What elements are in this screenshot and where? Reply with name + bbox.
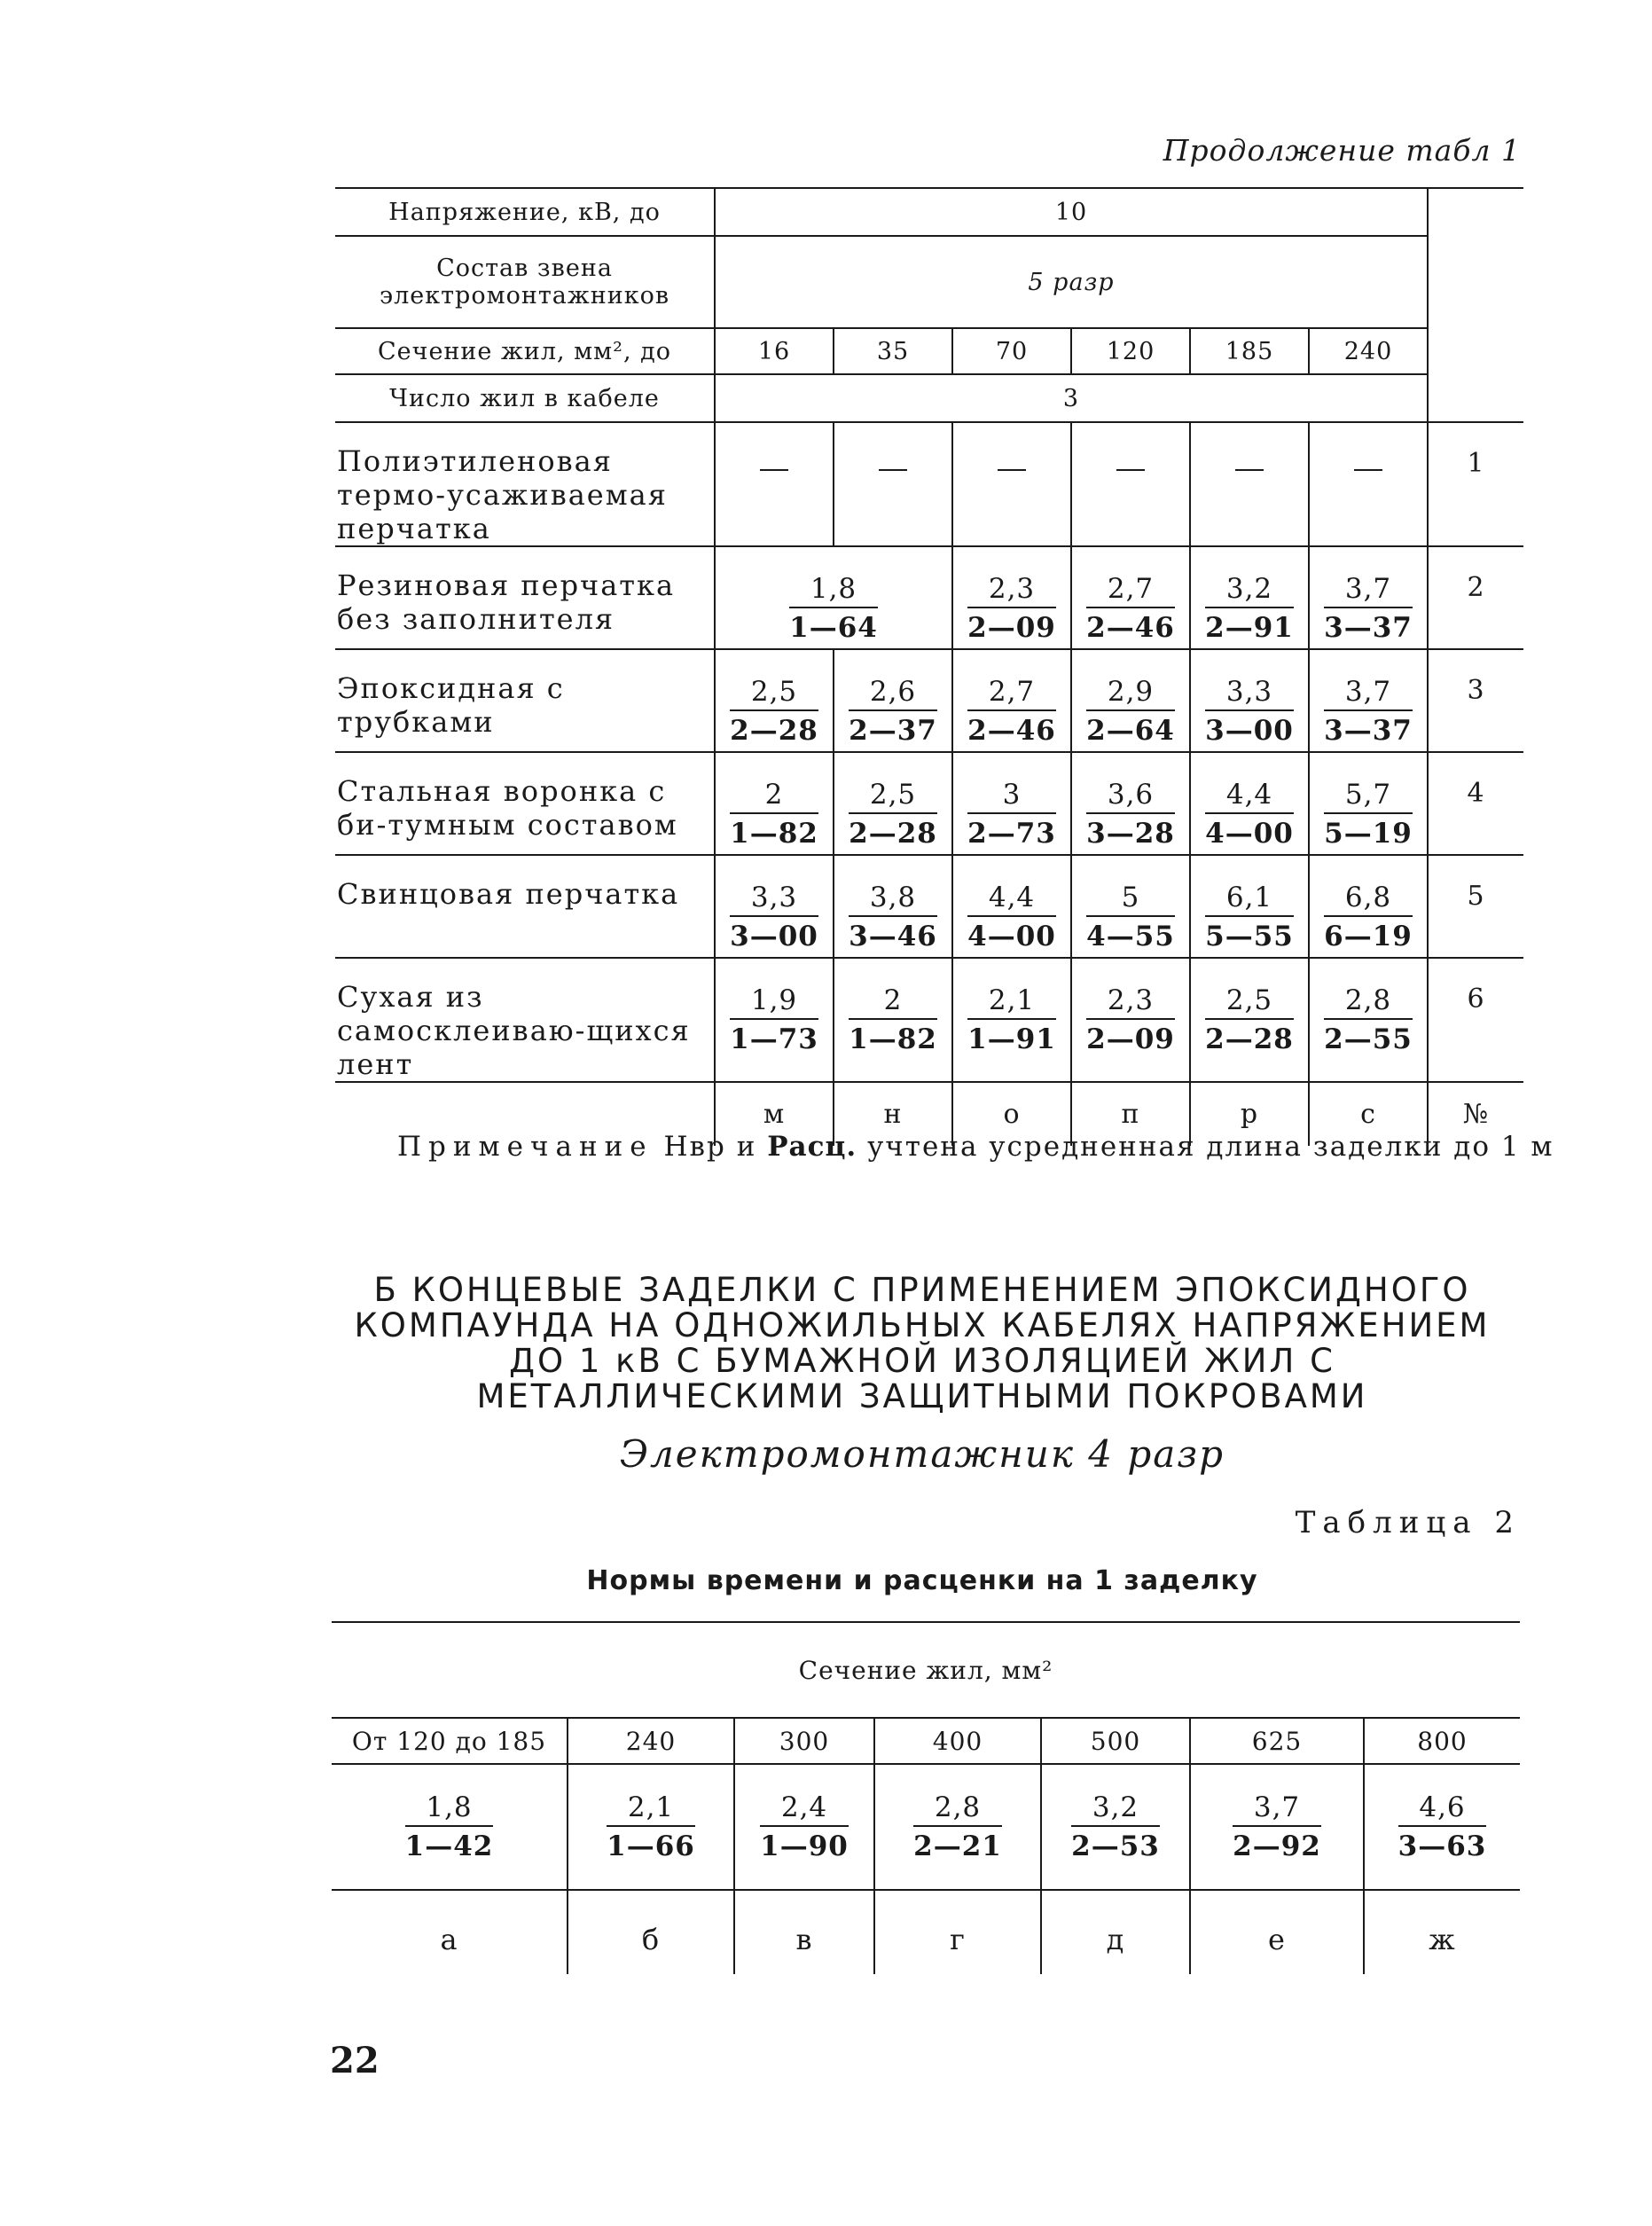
row-name: Эпоксидная с трубками: [335, 649, 715, 752]
table-2: [332, 1621, 1520, 1974]
dash-cell: [715, 422, 834, 546]
value-cell: $\frac{3,2}{2—53}$: [1041, 1764, 1190, 1890]
value-cell: $\frac{2,5}{2—28}$: [715, 649, 834, 752]
row-number: 5: [1428, 855, 1523, 958]
value-cell: $\frac{2,6}{2—37}$: [834, 649, 952, 752]
value-cell: $\frac{5,7}{5—19}$: [1309, 752, 1428, 855]
section-header-cell: 240: [1309, 328, 1428, 374]
column-letter: о: [952, 1082, 1071, 1146]
column-letter: н: [834, 1082, 952, 1146]
row-number: 3: [1428, 649, 1523, 752]
value-cell: $\frac{2,4}{1—90}$: [734, 1764, 874, 1890]
column-header: От 120 до 185: [332, 1718, 568, 1764]
row-name: Стальная воронка с би-тумным составом: [335, 752, 715, 855]
value-cell: $\frac{6,8}{6—19}$: [1309, 855, 1428, 958]
column-letter: с: [1309, 1082, 1428, 1146]
table-row: [335, 855, 1523, 958]
section-title-line: КОМПАУНДА НА ОДНОЖИЛЬНЫХ КАБЕЛЯХ НАПРЯЖЕНИЕМ: [354, 1306, 1491, 1344]
dash-cell: [952, 422, 1071, 546]
value-cell: $\frac{2,5}{2—28}$: [834, 752, 952, 855]
column-header: 800: [1364, 1718, 1520, 1764]
value-cell: $\frac{1,9}{1—73}$: [715, 958, 834, 1082]
note-bold: Расц.: [767, 1131, 857, 1163]
note-label: Примечание: [397, 1131, 654, 1163]
column-letter: д: [1041, 1890, 1190, 1974]
column-letter: ж: [1364, 1890, 1520, 1974]
note-text-a: Нвр и: [663, 1131, 757, 1163]
column-letter: м: [715, 1082, 834, 1146]
crew-label: Состав звена электромонтажников: [335, 236, 715, 328]
column-header: 400: [874, 1718, 1041, 1764]
value-cell: $\frac{2,3}{2—09}$: [1071, 958, 1190, 1082]
table-2-letters-row: [332, 1890, 1520, 1974]
column-letter: п: [1071, 1082, 1190, 1146]
row-name: Свинцовая перчатка: [335, 855, 715, 958]
table-row: [335, 649, 1523, 752]
value-cell: $\frac{3,2}{2—91}$: [1190, 546, 1309, 649]
note-text-b: учтена усредненная длина заделки до 1 м: [867, 1131, 1554, 1163]
value-cell: $\frac{2}{1—82}$: [715, 752, 834, 855]
header-row-crew: [335, 236, 1523, 328]
value-cell: $\frac{3,3}{3—00}$: [715, 855, 834, 958]
table-2-values-row: [332, 1764, 1520, 1890]
table-continuation-label: Продолжение табл 1: [1163, 133, 1521, 168]
table-row: [335, 422, 1523, 546]
table-1-continuation: [335, 187, 1523, 1146]
table-2-column-header-row: [332, 1718, 1520, 1764]
profession-heading: Электромонтажник 4 разр: [619, 1432, 1225, 1476]
row-name: Резиновая перчатка без заполнителя: [335, 546, 715, 649]
section-header-cell: 16: [715, 328, 834, 374]
row-number: 2: [1428, 546, 1523, 649]
header-row-voltage: [335, 188, 1523, 236]
table-2-label: Таблица 2: [1295, 1505, 1521, 1540]
value-cell: $\frac{3,3}{3—00}$: [1190, 649, 1309, 752]
value-cell: $\frac{2,5}{2—28}$: [1190, 958, 1309, 1082]
value-cell: $\frac{4,4}{4—00}$: [1190, 752, 1309, 855]
value-cell: $\frac{3,6}{3—28}$: [1071, 752, 1190, 855]
column-letter: а: [332, 1890, 568, 1974]
table-2-caption: Нормы времени и расценки на 1 заделку: [586, 1565, 1258, 1596]
section-header-cell: 185: [1190, 328, 1309, 374]
row-number: 6: [1428, 958, 1523, 1082]
value-cell: $\frac{3,8}{3—46}$: [834, 855, 952, 958]
value-cell: $\frac{2,8}{2—21}$: [874, 1764, 1041, 1890]
value-cell: $\frac{3,7}{2—92}$: [1190, 1764, 1364, 1890]
column-letter: е: [1190, 1890, 1364, 1974]
section-title: [319, 1273, 1525, 1415]
value-cell: $\frac{1,8}{1—64}$: [715, 546, 952, 649]
column-header: 300: [734, 1718, 874, 1764]
value-cell: $\frac{2,9}{2—64}$: [1071, 649, 1190, 752]
cores-label: Число жил в кабеле: [335, 374, 715, 422]
dash-cell: [1071, 422, 1190, 546]
table-row: [335, 958, 1523, 1082]
page-number: 22: [330, 2040, 380, 2081]
section-header-cell: 120: [1071, 328, 1190, 374]
section-header-cell: 70: [952, 328, 1071, 374]
value-cell: $\frac{2,1}{1—66}$: [568, 1764, 734, 1890]
value-cell: $\frac{2,8}{2—55}$: [1309, 958, 1428, 1082]
value-cell: $\frac{4,4}{4—00}$: [952, 855, 1071, 958]
section-title-line: МЕТАЛЛИЧЕСКИМИ ЗАЩИТНЫМИ ПОКРОВАМИ: [476, 1377, 1368, 1415]
column-header: 625: [1190, 1718, 1364, 1764]
column-letter: г: [874, 1890, 1041, 1974]
crew-value: 5 разр: [715, 236, 1428, 328]
row-number: 4: [1428, 752, 1523, 855]
section-label: Сечение жил, мм², до: [335, 328, 715, 374]
value-cell: $\frac{2,3}{2—09}$: [952, 546, 1071, 649]
voltage-label: Напряжение, кВ, до: [335, 188, 715, 236]
value-cell: $\frac{3,7}{3—37}$: [1309, 546, 1428, 649]
section-title-line: ДО 1 кВ С БУМАЖНОЙ ИЗОЛЯЦИЕЙ ЖИЛ С: [509, 1342, 1335, 1380]
dash-cell: [834, 422, 952, 546]
section-header: Сечение жил, мм²: [332, 1622, 1520, 1718]
table-2-group-header-row: [332, 1622, 1520, 1718]
column-header: 500: [1041, 1718, 1190, 1764]
value-cell: $\frac{4,6}{3—63}$: [1364, 1764, 1520, 1890]
header-row-sections: [335, 328, 1523, 374]
value-cell: $\frac{1,8}{1—42}$: [332, 1764, 568, 1890]
cores-value: 3: [715, 374, 1428, 422]
number-header: №: [1428, 1082, 1523, 1146]
section-header-cell: 35: [834, 328, 952, 374]
value-cell: $\frac{2,7}{2—46}$: [952, 649, 1071, 752]
row-name: Сухая из самосклеиваю-щихся лент: [335, 958, 715, 1082]
value-cell: $\frac{3,7}{3—37}$: [1309, 649, 1428, 752]
value-cell: $\frac{2,1}{1—91}$: [952, 958, 1071, 1082]
header-row-cores: [335, 374, 1523, 422]
table-row: [335, 546, 1523, 649]
value-cell: $\frac{2,7}{2—46}$: [1071, 546, 1190, 649]
dash-cell: [1190, 422, 1309, 546]
table-row: [335, 752, 1523, 855]
value-cell: $\frac{3}{2—73}$: [952, 752, 1071, 855]
column-letter: б: [568, 1890, 734, 1974]
voltage-value: 10: [715, 188, 1428, 236]
value-cell: $\frac{5}{4—55}$: [1071, 855, 1190, 958]
column-letter: р: [1190, 1082, 1309, 1146]
value-cell: $\frac{6,1}{5—55}$: [1190, 855, 1309, 958]
row-name: Полиэтиленовая термо-усаживаемая перчатка: [335, 422, 715, 546]
row-number: 1: [1428, 422, 1523, 546]
column-header: 240: [568, 1718, 734, 1764]
table-note: [397, 1131, 1554, 1163]
value-cell: $\frac{2}{1—82}$: [834, 958, 952, 1082]
column-letter: в: [734, 1890, 874, 1974]
dash-cell: [1309, 422, 1428, 546]
header-blank-cell: [1428, 188, 1523, 422]
section-title-line: Б КОНЦЕВЫЕ ЗАДЕЛКИ С ПРИМЕНЕНИЕМ ЭПОКСИДНОГО: [373, 1271, 1471, 1309]
